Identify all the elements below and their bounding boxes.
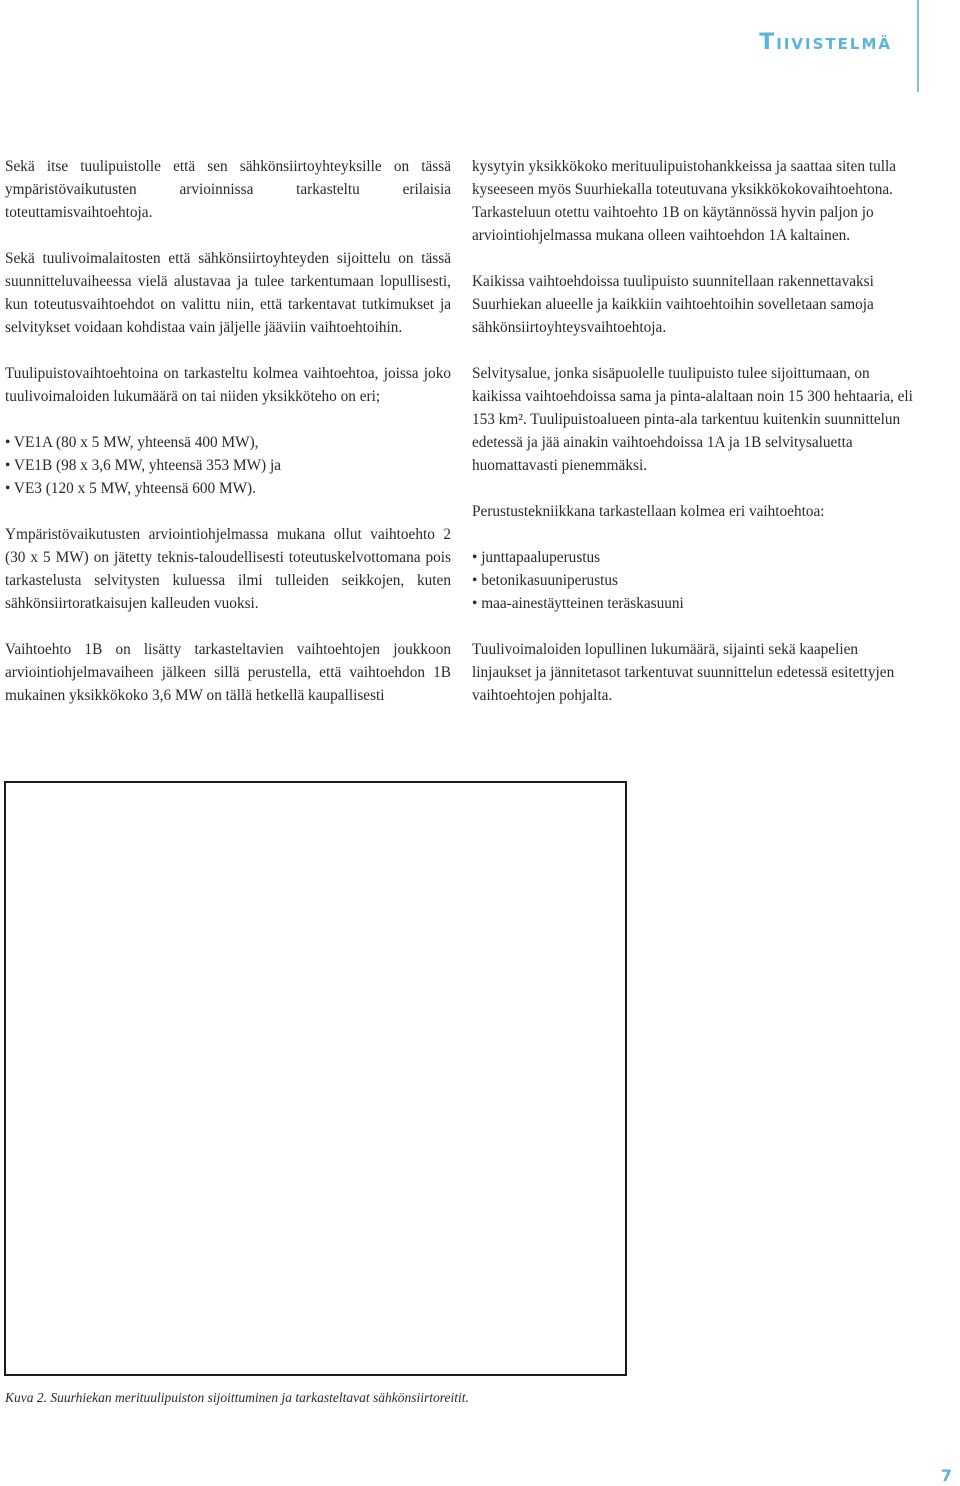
foundation-list	[472, 546, 919, 615]
paragraph: Tuulivoimaloiden lopullinen lukumäärä, sijainti sekä kaapelien linjaukset ja jännitetasot tarkentuvat suunnittelun edetessä esitettyjen vaihtoehtojen pohjalta.	[472, 641, 895, 704]
right-column	[472, 155, 919, 730]
list-item: • VE1A (80 x 5 MW, yhteensä 400 MW),	[5, 431, 451, 454]
paragraph: Ympäristövaikutusten arviointiohjelmassa mukana ollut vaihtoehto 2 (30 x 5 MW) on jätetty teknis-taloudellisesti toteutuskelvottomana pois tarkastelusta selvitysten kuluessa ilmi tulleiden seikkojen, kuten sähkönsiirtoratkaisujen kalleuden vuoksi.	[5, 526, 451, 612]
list-item: • junttapaaluperustus	[472, 546, 919, 569]
figure-caption: Kuva 2. Suurhiekan merituulipuiston sijoittuminen ja tarkasteltavat sähkönsiirtoreitit.	[5, 1390, 469, 1405]
paragraph: Selvitysalue, jonka sisäpuolelle tuulipuisto tulee sijoittumaan, on kaikissa vaihtoehdoissa sama ja pinta-alaltaan noin 15 300 hehtaaria, eli 153 km². Tuulipuistoalueen pinta-ala tarkentuu kuitenkin suunnittelun edetessä ja jää ainakin vaihtoehdoissa 1A ja 1B selvitysaluetta huomattavasti pienemmäksi.	[472, 365, 913, 474]
header-divider	[917, 0, 919, 92]
list-item: • VE3 (120 x 5 MW, yhteensä 600 MW).	[5, 477, 451, 500]
paragraph: Sekä itse tuulipuistolle että sen sähkönsiirtoyhteyksille on tässä ympäristövaikutusten arvioinnissa tarkasteltu erilaisia toteuttamisvaihtoehtoja.	[5, 158, 451, 221]
list-item: • betonikasuuniperustus	[472, 569, 919, 592]
page-title: Tiivistelmä	[759, 30, 892, 55]
page-number: 7	[940, 1466, 952, 1485]
paragraph: Sekä tuulivoimalaitosten että sähkönsiirtoyhteyden sijoittelu on tässä suunnitteluvaiheessa vielä alustavaa ja tulee tarkentumaan lopullisesti, kun toteutusvaihtoehdot on valittu niin, että tarkentavat tutkimukset ja selvitykset voidaan kohdistaa vain jäljelle jääviin vaihtoehtoihin.	[5, 250, 451, 336]
paragraph: Vaihtoehto 1B on lisätty tarkasteltavien vaihtoehtojen joukkoon arviointiohjelmavaiheen jälkeen sillä perustella, että vaihtoehdon 1B mukainen yksikkökoko 3,6 MW on tällä hetkellä kaupallisesti	[5, 641, 451, 704]
paragraph: kysytyin yksikkökoko merituulipuistohankkeissa ja saattaa siten tulla kyseeseen myös Suurhiekalla toteutuvana yksikkökokovaihtoehtona. Tarkasteluun otettu vaihtoehto 1B on käytännössä hyvin paljon jo arviointiohjelmassa mukana olleen vaihtoehdon 1A kaltainen.	[472, 158, 897, 244]
alternatives-list	[5, 431, 451, 500]
left-column	[5, 155, 451, 730]
paragraph: Perustustekniikkana tarkastellaan kolmea eri vaihtoehtoa:	[472, 503, 825, 520]
map-figure-frame	[4, 781, 627, 1376]
list-item: • VE1B (98 x 3,6 MW, yhteensä 353 MW) ja	[5, 454, 451, 477]
paragraph: Tuulipuistovaihtoehtoina on tarkasteltu kolmea vaihtoehtoa, joissa joko tuulivoimaloiden lukumäärä on tai niiden yksikköteho on eri;	[5, 365, 451, 405]
paragraph: Kaikissa vaihtoehdoissa tuulipuisto suunnitellaan rakennettavaksi Suurhiekan alueelle ja kaikkiin vaihtoehtoihin sovelletaan samoja sähkönsiirtoyhteysvaihtoehtoja.	[472, 273, 874, 336]
list-item: • maa-ainestäytteinen teräskasuuni	[472, 592, 919, 615]
